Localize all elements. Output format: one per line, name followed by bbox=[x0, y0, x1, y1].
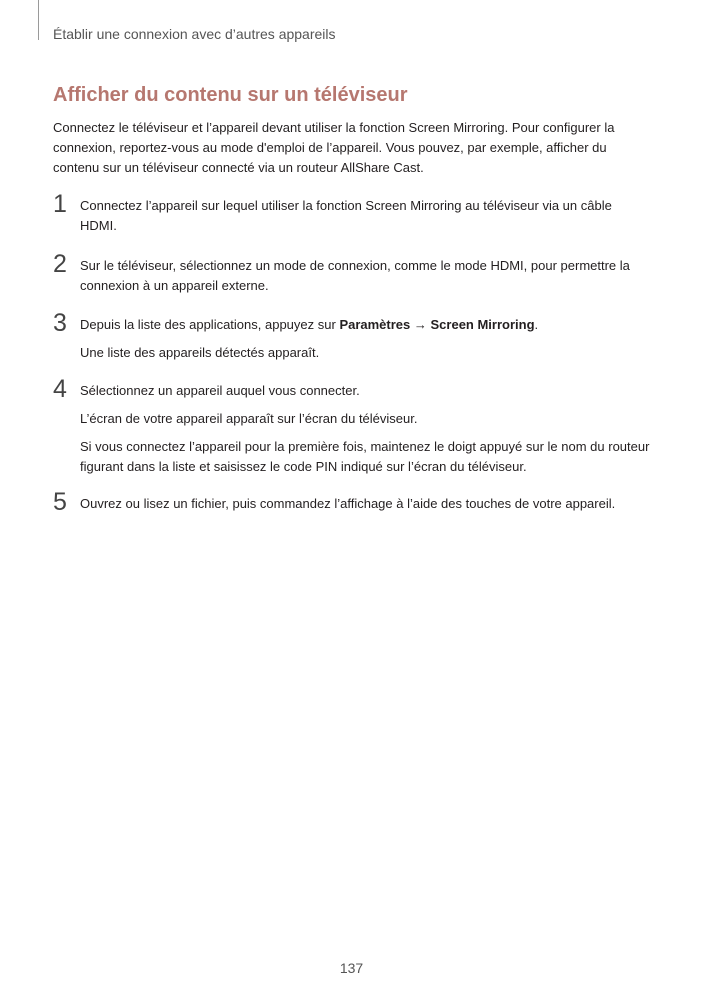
section-title: Afficher du contenu sur un téléviseur bbox=[53, 84, 408, 106]
step-body bbox=[80, 315, 650, 363]
step-text: Connectez l’appareil sur lequel utiliser la fonction Screen Mirroring au téléviseur via un câble HDMI. bbox=[80, 198, 612, 233]
page-number: 137 bbox=[339, 960, 364, 976]
step-number: 4 bbox=[53, 375, 67, 403]
step-body bbox=[80, 196, 650, 236]
step-note-text: Si vous connectez l’appareil pour la première fois, maintenez le doigt appuyé sur le nom du routeur figurant dans la liste et saisissez le code PIN indiqué sur l’écran du téléviseur. bbox=[80, 439, 650, 474]
step-body bbox=[80, 381, 650, 477]
chapter-title: Établir une connexion avec d’autres appareils bbox=[53, 26, 336, 42]
step-body bbox=[80, 256, 650, 296]
step-2 bbox=[53, 250, 653, 296]
step-3 bbox=[53, 309, 653, 363]
step-number: 1 bbox=[53, 190, 67, 218]
step-text-before: Depuis la liste des applications, appuyez sur bbox=[80, 317, 340, 332]
arrow-glyph: → bbox=[410, 317, 431, 332]
step-text: Ouvrez ou lisez un fichier, puis commandez l’affichage à l’aide des touches de votre appareil. bbox=[80, 496, 616, 511]
step-text bbox=[80, 315, 650, 335]
intro-paragraph: Connectez le téléviseur et l’appareil devant utiliser la fonction Screen Mirroring. Pour configurer la connexion, reportez-vous au mode d'emploi de l’appareil. Vous pouvez, par exemple, afficher du contenu sur un téléviseur connecté via un routeur AllShare Cast. bbox=[53, 120, 615, 175]
step-number: 3 bbox=[53, 309, 67, 337]
step-4 bbox=[53, 375, 653, 477]
menu-screen-mirroring-label: Screen Mirroring bbox=[430, 317, 535, 332]
step-result-text: Une liste des appareils détectés apparaît. bbox=[80, 345, 320, 360]
step-number: 5 bbox=[53, 488, 67, 516]
step-text: Sélectionnez un appareil auquel vous connecter. bbox=[80, 383, 360, 398]
header-rule bbox=[38, 0, 39, 40]
step-5 bbox=[53, 488, 653, 516]
step-number: 2 bbox=[53, 250, 67, 278]
step-result-text: L’écran de votre appareil apparaît sur l’écran du téléviseur. bbox=[80, 411, 418, 426]
step-body bbox=[80, 494, 650, 514]
step-text: Sur le téléviseur, sélectionnez un mode de connexion, comme le mode HDMI, pour permettre la connexion à un appareil externe. bbox=[80, 258, 630, 293]
step-text-after: . bbox=[534, 317, 539, 332]
step-1 bbox=[53, 190, 653, 236]
menu-settings-label: Paramètres bbox=[339, 317, 411, 332]
